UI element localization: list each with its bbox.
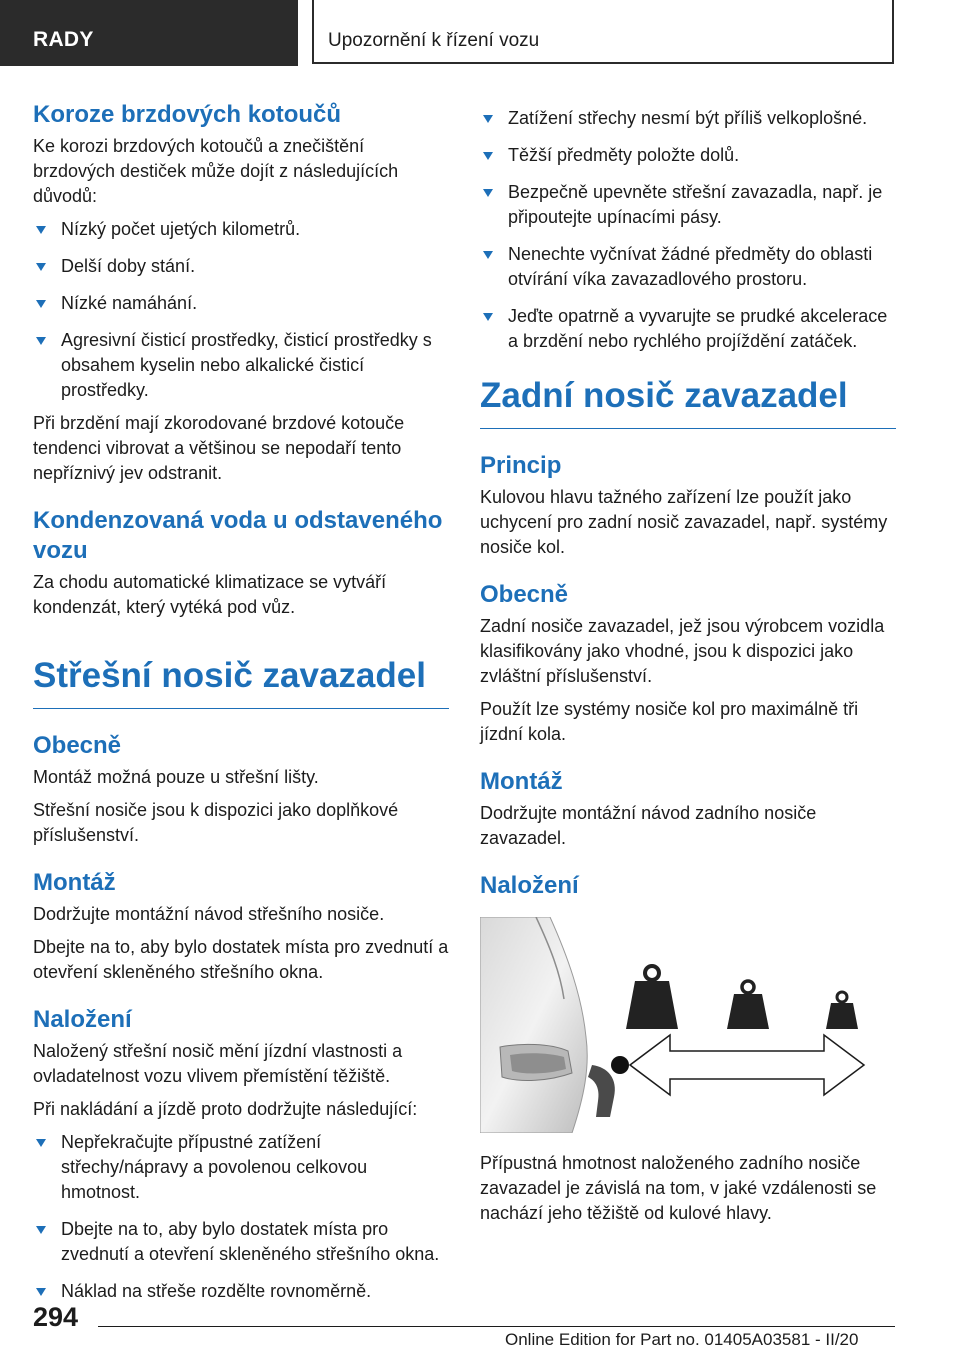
list-item: Těžší předměty položte dolů. bbox=[480, 143, 896, 168]
heading-stresni-nosic: Střešní nosič zavazadel bbox=[33, 654, 449, 709]
section-tab bbox=[0, 0, 298, 66]
list-item: Náklad na střeše rozdělte rovnoměrně. bbox=[33, 1279, 449, 1304]
list-item: Agresivní čisticí prostředky, čisticí prostředky s obsahem kyselin nebo alkalické čisticí prostředky. bbox=[33, 328, 449, 403]
page-number: 294 bbox=[33, 1302, 79, 1332]
heading-nalozeni: Naložení bbox=[33, 1006, 132, 1033]
chapter-tab bbox=[312, 0, 894, 64]
heading-kondenzat: Kondenzovaná voda u odstaveného vozu bbox=[33, 507, 443, 564]
list-item: Nízký počet ujetých kilometrů. bbox=[33, 217, 449, 242]
obecne-p1: Montáž možná pouze u střešní lišty. bbox=[33, 767, 319, 787]
chapter-title: Upozornění k řízení vozu bbox=[328, 30, 540, 51]
list-item: Dbejte na to, aby bylo dostatek místa pro zvednutí a otevření skleněného střešního okna. bbox=[33, 1217, 449, 1267]
list-item: Zatížení střechy nesmí být příliš velkoplošné. bbox=[480, 106, 896, 131]
illustration-caption: Přípustná hmotnost naloženého zadního nosiče zavazadel je závislá na tom, v jaké vzdálenosti se nachází jeho těžiště od kulové hlavy. bbox=[480, 1153, 877, 1223]
list-item: Bezpečně upevněte střešní zavazadla, např. je připoutejte upínacími pásy. bbox=[480, 180, 896, 230]
zadni-obecne-p1: Zadní nosiče zavazadel, jež jsou výrobcem vozidla klasifikovány jako vhodné, jsou k dispozici jako zvláštní příslušenství. bbox=[480, 616, 885, 686]
list-item: Jeďte opatrně a vyvarujte se prudké akcelerace a brzdění nebo rychlého projíždění zatáček. bbox=[480, 304, 896, 354]
ball-head bbox=[611, 1056, 629, 1074]
zadni-obecne-p2: Použít lze systémy nosiče kol pro maximálně tři jízdní kola. bbox=[480, 699, 859, 744]
edition-note: Online Edition for Part no. 01405A03581 - II/20 bbox=[505, 1330, 859, 1349]
nalozeni-p1: Naložený střešní nosič mění jízdní vlastnosti a ovladatelnost vozu vlivem přemístění těžiště. bbox=[33, 1041, 403, 1086]
nalozeni-p2: Při nakládání a jízdě proto dodržujte následující: bbox=[33, 1099, 418, 1119]
right-column bbox=[480, 100, 896, 1226]
heading-obecne: Obecně bbox=[33, 732, 122, 759]
heading-koroze: Koroze brzdových kotoučů bbox=[33, 101, 342, 128]
section-title: RADY bbox=[33, 28, 94, 51]
nalozeni-list bbox=[33, 1130, 449, 1304]
heading-nalozeni: Naložení bbox=[480, 872, 579, 899]
heading-zadni-nosic: Zadní nosič zavazadel bbox=[480, 374, 896, 429]
heading-montaz: Montáž bbox=[33, 869, 116, 896]
heading-obecne: Obecně bbox=[480, 581, 569, 608]
hitch-load-illustration bbox=[480, 917, 896, 1133]
list-item: Nepřekračujte přípustné zatížení střechy/nápravy a povolenou celkovou hmotnost. bbox=[33, 1130, 449, 1205]
left-column bbox=[33, 100, 449, 1316]
princip-text: Kulovou hlavu tažného zařízení lze použít jako uchycení pro zadní nosič zavazadel, např. systémy nosiče kol. bbox=[480, 487, 888, 557]
koroze-intro: Ke korozi brzdových kotoučů a znečištění brzdových destiček může dojít z následujících důvodů: bbox=[33, 136, 399, 206]
page-header bbox=[0, 0, 960, 66]
stresni-list-continued bbox=[480, 106, 896, 354]
zadni-montaz-text: Dodržujte montážní návod zadního nosiče zavazadel. bbox=[480, 803, 817, 848]
list-item: Delší doby stání. bbox=[33, 254, 449, 279]
montaz-p1: Dodržujte montážní návod střešního nosiče. bbox=[33, 904, 385, 924]
montaz-p2: Dbejte na to, aby bylo dostatek místa pro zvednutí a otevření skleněného střešního okna. bbox=[33, 937, 449, 982]
heading-princip: Princip bbox=[480, 452, 562, 479]
koroze-outro: Při brzdění mají zkorodované brzdové kotouče tendenci vibrovat a většinou se nepodaří tento nepříznivý jev odstranit. bbox=[33, 413, 405, 483]
koroze-list bbox=[33, 217, 449, 403]
list-item: Nízké namáhání. bbox=[33, 291, 449, 316]
obecne-p2: Střešní nosiče jsou k dispozici jako doplňkové příslušenství. bbox=[33, 800, 399, 845]
list-item: Nenechte vyčnívat žádné předměty do oblasti otvírání víka zavazadlového prostoru. bbox=[480, 242, 896, 292]
heading-montaz: Montáž bbox=[480, 768, 563, 795]
footer-divider bbox=[98, 1326, 895, 1327]
kondenzat-text: Za chodu automatické klimatizace se vytváří kondenzát, který vytéká pod vůz. bbox=[33, 572, 387, 617]
